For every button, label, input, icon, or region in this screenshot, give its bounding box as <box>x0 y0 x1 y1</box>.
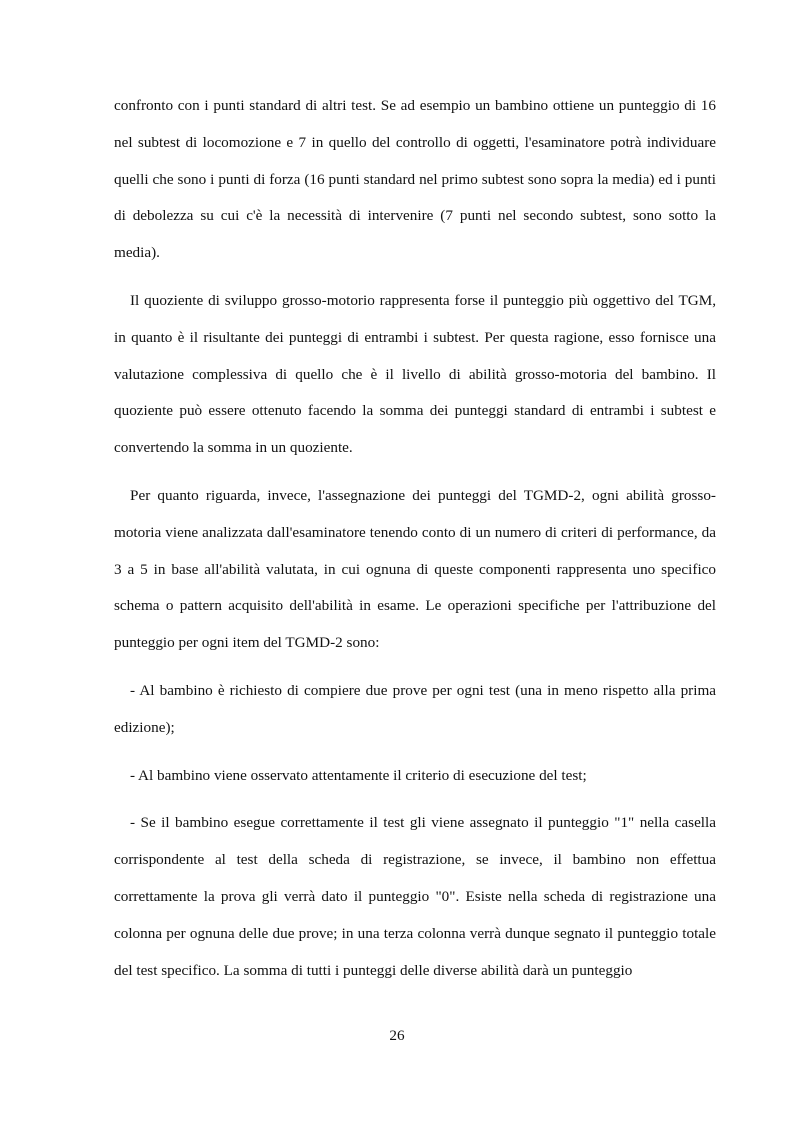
page-number: 26 <box>389 1027 405 1044</box>
list-item-observation: - Al bambino viene osservato attentamente il criterio di esecuzione del test; <box>130 766 587 784</box>
list-item-score-assignment: - Se il bambino esegue correttamente il test gli viene assegnato il punteggio "1" nella casella corrispondente al test della scheda di registrazione, se invece, il bambino non effettua correttamente la prova gli verrà dato il punteggio "0". Esiste nella scheda di registrazione una colonna per ognuna delle due prove; in una terza colonna verrà dunque segnato il punteggio totale del test specifico. La somma di tutti i punteggi delle diverse abilità darà un punteggio <box>114 814 716 979</box>
list-item-two-trials: - Al bambino è richiesto di compiere due prove per ogni test (una in meno rispetto alla prima edizione); <box>114 681 716 736</box>
document-body <box>114 88 716 1000</box>
paragraph-quoziente: Il quoziente di sviluppo grosso-motorio rappresenta forse il punteggio più oggettivo del TGM, in quanto è il risultante dei punteggi di entrambi i subtest. Per questa ragione, esso fornisce una valutazione complessiva di quello che è il livello di abilità grosso-motoria del bambino. Il quoziente può essere ottenuto facendo la somma dei punteggi standard di entrambi i subtest e convertendo la somma in un quoziente. <box>114 291 716 457</box>
paragraph-tgmd2-scoring: Per quanto riguarda, invece, l'assegnazione dei punteggi del TGMD-2, ogni abilità grosso-motoria viene analizzata dall'esaminatore tenendo conto di un numero di criteri di performance, da 3 a 5 in base all'abilità valutata, in cui ognuna di queste componenti rappresenta uno specifico schema o pattern acquisito dell'abilità in esame. Le operazioni specifiche per l'attribuzione del punteggio per ogni item del TGMD-2 sono: <box>114 486 716 652</box>
paragraph-continuation: confronto con i punti standard di altri test. Se ad esempio un bambino ottiene un punteggio di 16 nel subtest di locomozione e 7 in quello del controllo di oggetti, l'esaminatore potrà individuare quelli che sono i punti di forza (16 punti standard nel primo subtest sono sopra la media) ed i punti di debolezza su cui c'è la necessità di intervenire (7 punti nel secondo subtest, sono sotto la media). <box>114 97 716 262</box>
